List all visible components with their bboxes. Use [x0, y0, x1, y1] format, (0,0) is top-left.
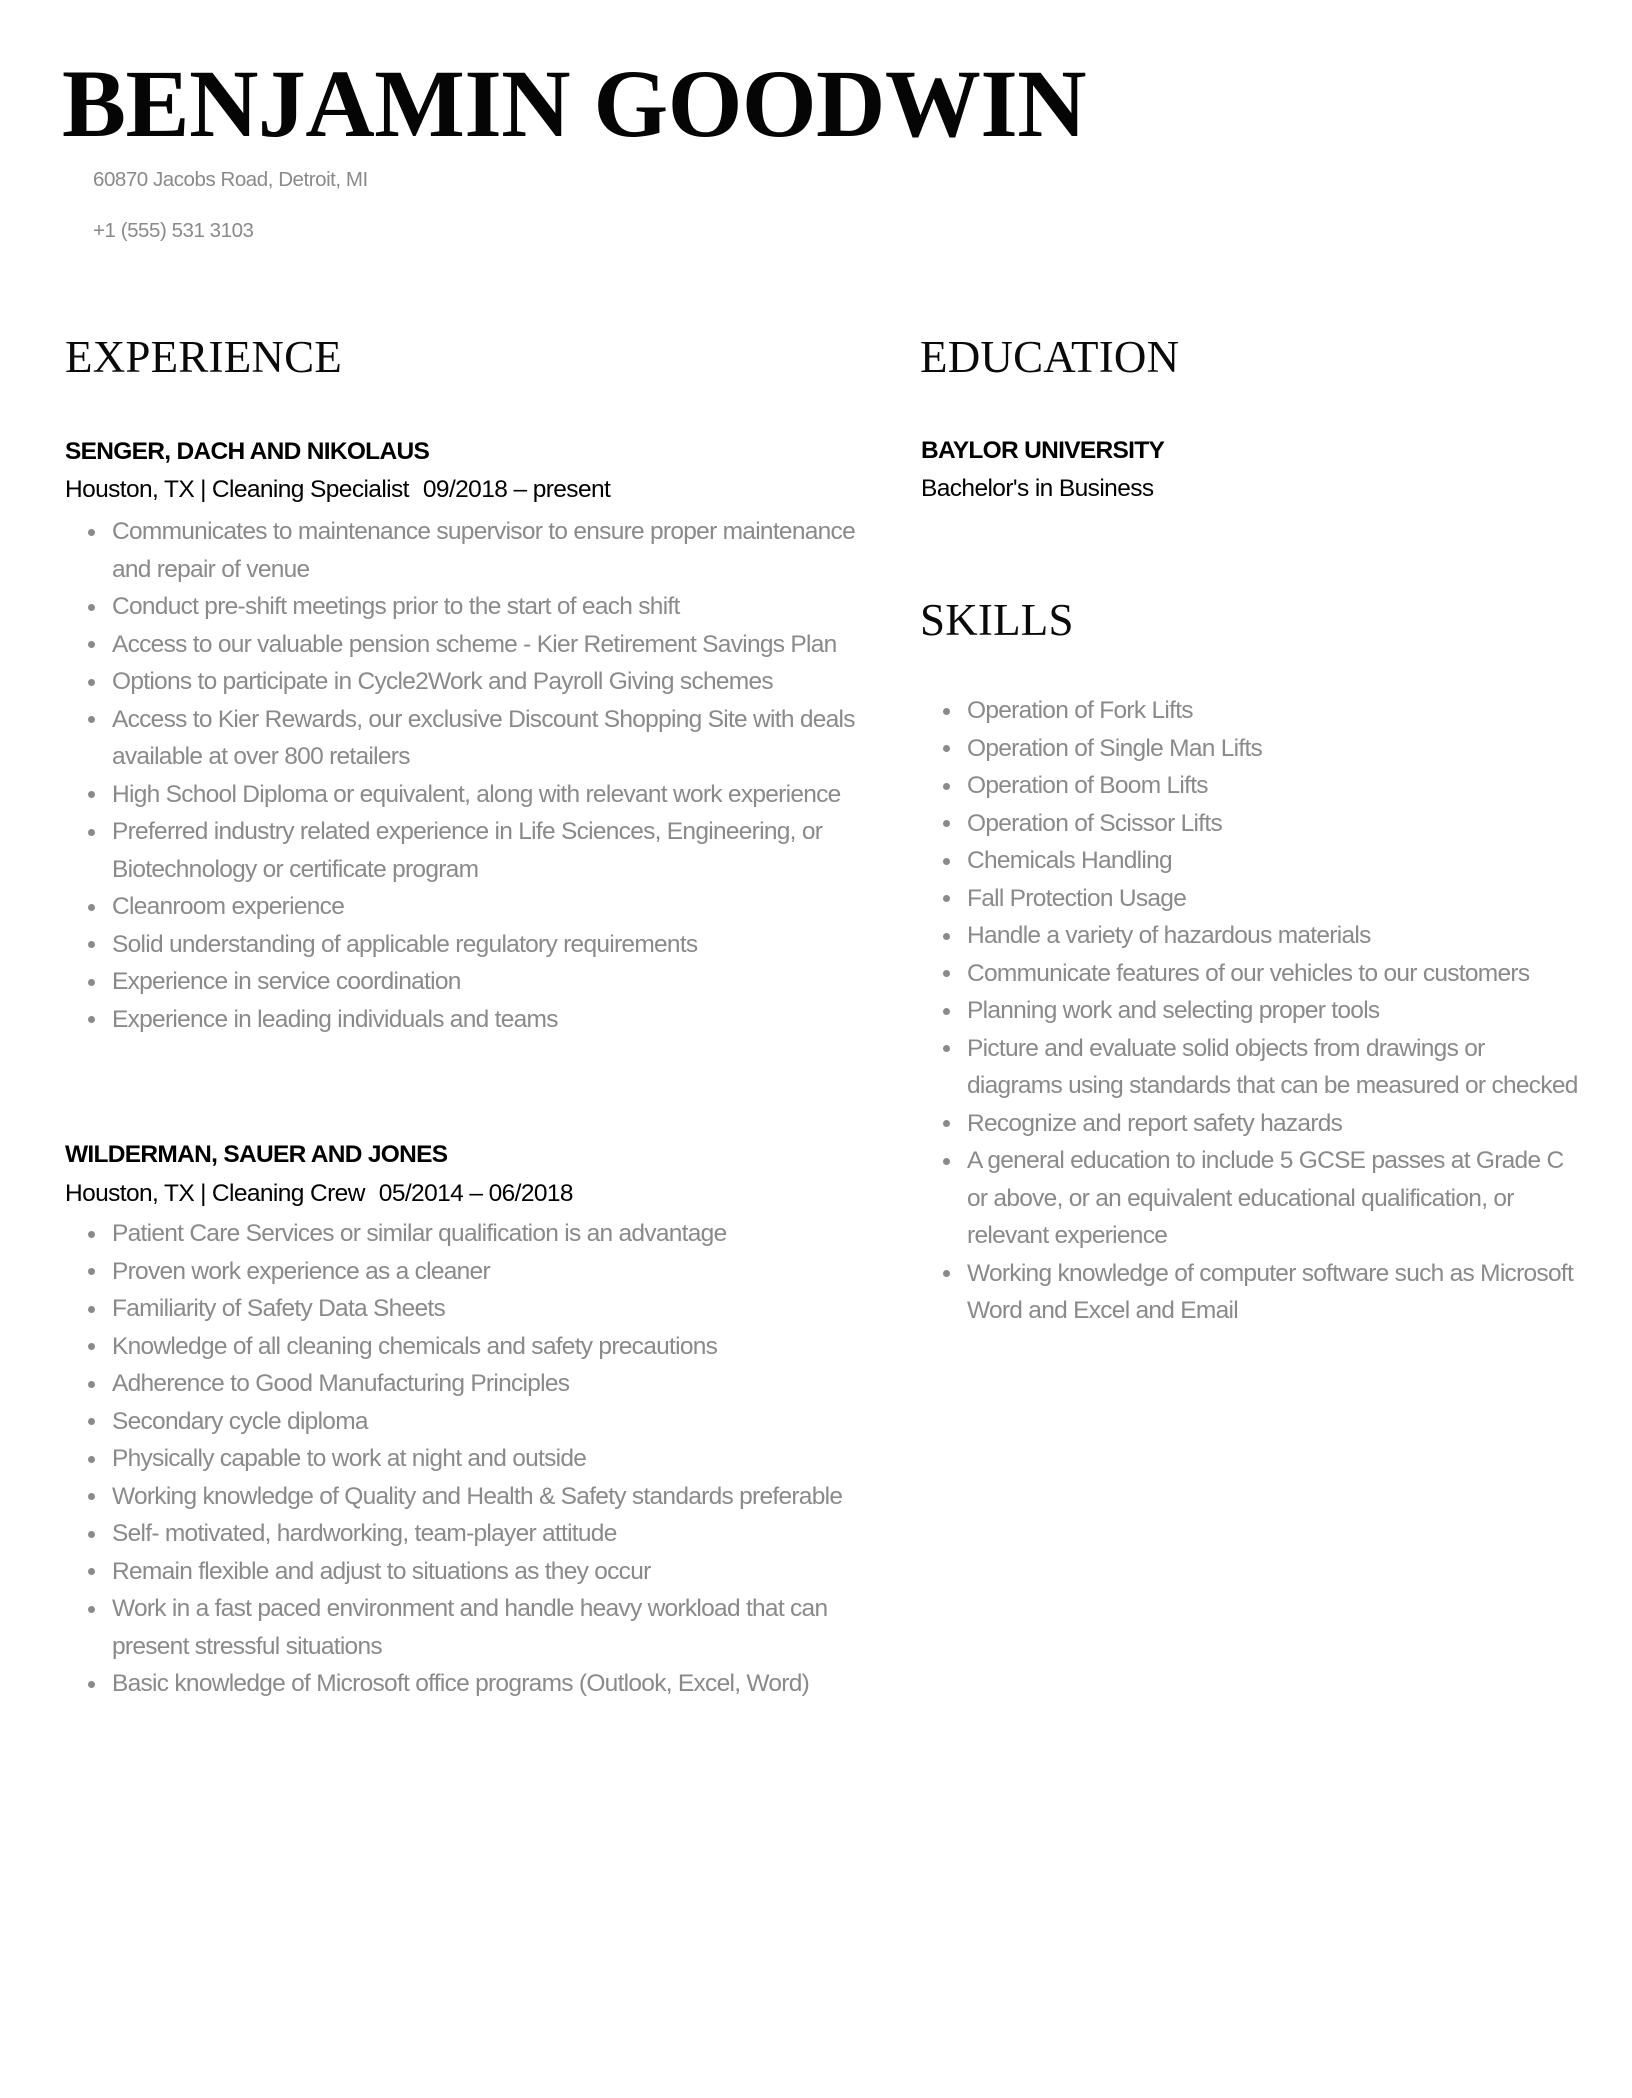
list-item	[112, 1590, 864, 1665]
list-item-text: Experience in service coordination	[112, 968, 461, 995]
job-subtitle	[65, 471, 610, 509]
bullet-icon	[88, 1418, 95, 1425]
bullet-icon	[943, 820, 950, 827]
list-item	[112, 1328, 864, 1366]
list-item-text: Patient Care Services or similar qualification is an advantage	[112, 1220, 727, 1247]
bullet-icon	[88, 1381, 95, 1388]
list-item-text: Operation of Fork Lifts	[967, 697, 1193, 724]
list-item-text: Planning work and selecting proper tools	[967, 997, 1380, 1024]
list-item-text: Access to our valuable pension scheme - Kier Retirement Savings Plan	[112, 630, 837, 658]
list-item-text: Access to Kier Rewards, our exclusive Discount Shopping Site with deals available at over 800 retailers	[112, 705, 855, 770]
job-role: Cleaning Crew	[211, 1180, 365, 1207]
list-item	[967, 842, 1579, 880]
list-item	[112, 1440, 864, 1478]
bullet-icon	[88, 1016, 95, 1023]
bullet-icon	[88, 904, 95, 911]
list-item-text: Preferred industry related experience in Life Sciences, Engineering, or Biotechnology or certificate program	[112, 818, 823, 883]
bullet-icon	[88, 791, 95, 798]
list-item-text: Conduct pre-shift meetings prior to the start of each shift	[112, 593, 680, 620]
bullet-icon	[943, 783, 950, 790]
list-item	[112, 663, 864, 701]
list-item-text: Working knowledge of Quality and Health & Safety standards preferable	[112, 1482, 843, 1510]
list-item	[112, 1001, 864, 1039]
bullet-icon	[943, 745, 950, 752]
list-item	[112, 1365, 864, 1403]
list-item-text: Solid understanding of applicable regulatory requirements	[112, 930, 698, 958]
list-item	[967, 692, 1579, 730]
list-item	[112, 626, 864, 664]
bullet-icon	[88, 829, 95, 836]
bullet-icon	[943, 970, 950, 977]
job-dates: 09/2018 – present	[422, 476, 611, 503]
bullet-icon	[88, 1268, 95, 1275]
list-item-text: Chemicals Handling	[967, 847, 1172, 874]
job-bullet-list	[112, 513, 864, 1038]
list-item	[112, 963, 864, 1001]
list-item	[112, 1478, 864, 1516]
list-item-text: Operation of Boom Lifts	[967, 772, 1208, 799]
list-item	[112, 1215, 864, 1253]
bullet-icon	[88, 679, 95, 686]
list-item	[112, 1290, 864, 1328]
bullet-icon	[943, 1045, 950, 1052]
list-item-text: A general education to include 5 GCSE passes at Grade C or above, or an equivalent educational qualification, or relevant experience	[967, 1147, 1564, 1249]
list-item-text: Work in a fast paced environment and handle heavy workload that can present stressful situations	[112, 1595, 828, 1660]
list-item-text: Familiarity of Safety Data Sheets	[112, 1295, 445, 1322]
list-item	[967, 1255, 1579, 1330]
bullet-icon	[88, 1231, 95, 1238]
bullet-icon	[88, 1606, 95, 1613]
list-item-text: Knowledge of all cleaning chemicals and safety precautions	[112, 1332, 718, 1360]
bullet-icon	[88, 1343, 95, 1350]
list-item-text: Options to participate in Cycle2Work and Payroll Giving schemes	[112, 668, 773, 695]
list-item	[112, 1253, 864, 1291]
bullet-icon	[943, 1008, 950, 1015]
list-item	[112, 1515, 864, 1553]
bullet-icon	[943, 1120, 950, 1127]
list-item	[112, 776, 864, 814]
contact-phone: +1 (555) 531 3103	[93, 219, 254, 242]
bullet-icon	[88, 1531, 95, 1538]
list-item-text: Recognize and report safety hazards	[967, 1109, 1343, 1137]
bullet-icon	[943, 1270, 950, 1277]
list-item-text: Working knowledge of computer software such as Microsoft Word and Excel and Email	[967, 1259, 1574, 1324]
job-bullet-list	[112, 1215, 864, 1703]
bullet-icon	[88, 1681, 95, 1688]
list-item-text: Communicates to maintenance supervisor to ensure proper maintenance and repair of venue	[112, 518, 855, 583]
list-item-text: Handle a variety of hazardous materials	[967, 922, 1371, 949]
bullet-icon	[88, 641, 95, 648]
list-item-text: Operation of Scissor Lifts	[967, 809, 1222, 837]
list-item	[112, 588, 864, 626]
education-heading: EDUCATION	[920, 332, 1180, 382]
list-item-text: Communicate features of our vehicles to our customers	[967, 959, 1530, 987]
list-item	[112, 1665, 864, 1703]
contact-address: 60870 Jacobs Road, Detroit, MI	[93, 168, 368, 191]
list-item	[967, 1105, 1579, 1143]
list-item	[967, 767, 1579, 805]
list-item-text: Experience in leading individuals and teams	[112, 1005, 558, 1033]
list-item-text: Cleanroom experience	[112, 893, 345, 920]
job-dates: 05/2014 – 06/2018	[378, 1180, 573, 1207]
list-item-text: Adherence to Good Manufacturing Principles	[112, 1370, 570, 1397]
list-item	[967, 730, 1579, 768]
candidate-name: BENJAMIN GOODWIN	[62, 50, 1087, 157]
list-item	[112, 1403, 864, 1441]
list-item-text: Secondary cycle diploma	[112, 1407, 368, 1435]
skills-heading: SKILLS	[920, 595, 1074, 645]
list-item-text: Basic knowledge of Microsoft office programs (Outlook, Excel, Word)	[112, 1670, 810, 1697]
list-item-text: Picture and evaluate solid objects from drawings or diagrams using standards that can be measured or checked	[967, 1034, 1578, 1099]
list-item-text: Operation of Single Man Lifts	[967, 734, 1263, 762]
list-item-text: Fall Protection Usage	[967, 884, 1187, 912]
job-location: Houston, TX	[65, 1180, 195, 1207]
list-item-text: Remain flexible and adjust to situations as they occur	[112, 1557, 651, 1585]
list-item	[112, 513, 864, 588]
bullet-icon	[943, 933, 950, 940]
list-item	[967, 805, 1579, 843]
list-item	[112, 888, 864, 926]
bullet-icon	[88, 1456, 95, 1463]
bullet-icon	[88, 941, 95, 948]
list-item	[967, 917, 1579, 955]
list-item	[112, 1553, 864, 1591]
list-item-text: Physically capable to work at night and outside	[112, 1445, 587, 1472]
bullet-icon	[88, 1493, 95, 1500]
job-role: Cleaning Specialist	[211, 476, 409, 503]
bullet-icon	[943, 858, 950, 865]
separator: |	[200, 1180, 206, 1207]
list-item	[967, 880, 1579, 918]
experience-heading: EXPERIENCE	[65, 332, 342, 382]
list-item	[967, 955, 1579, 993]
list-item	[967, 992, 1579, 1030]
list-item-text: High School Diploma or equivalent, along with relevant work experience	[112, 780, 841, 808]
bullet-icon	[943, 895, 950, 902]
skills-list	[967, 692, 1579, 1330]
list-item	[967, 1030, 1579, 1105]
education-degree: Bachelor's in Business	[921, 475, 1154, 502]
bullet-icon	[88, 1568, 95, 1575]
bullet-icon	[943, 1158, 950, 1165]
list-item-text: Proven work experience as a cleaner	[112, 1257, 490, 1285]
list-item	[967, 1142, 1579, 1255]
list-item	[112, 701, 864, 776]
job-location: Houston, TX	[65, 476, 195, 503]
job-subtitle	[65, 1175, 573, 1213]
list-item	[112, 813, 864, 888]
job-company: WILDERMAN, SAUER AND JONES	[65, 1141, 448, 1168]
bullet-icon	[88, 979, 95, 986]
list-item-text: Self- motivated, hardworking, team-player attitude	[112, 1520, 617, 1547]
education-school: BAYLOR UNIVERSITY	[921, 437, 1165, 464]
job-company: SENGER, DACH AND NIKOLAUS	[65, 438, 430, 465]
bullet-icon	[88, 529, 95, 536]
bullet-icon	[943, 708, 950, 715]
bullet-icon	[88, 716, 95, 723]
separator: |	[200, 476, 206, 503]
bullet-icon	[88, 1306, 95, 1313]
bullet-icon	[88, 604, 95, 611]
list-item	[112, 926, 864, 964]
